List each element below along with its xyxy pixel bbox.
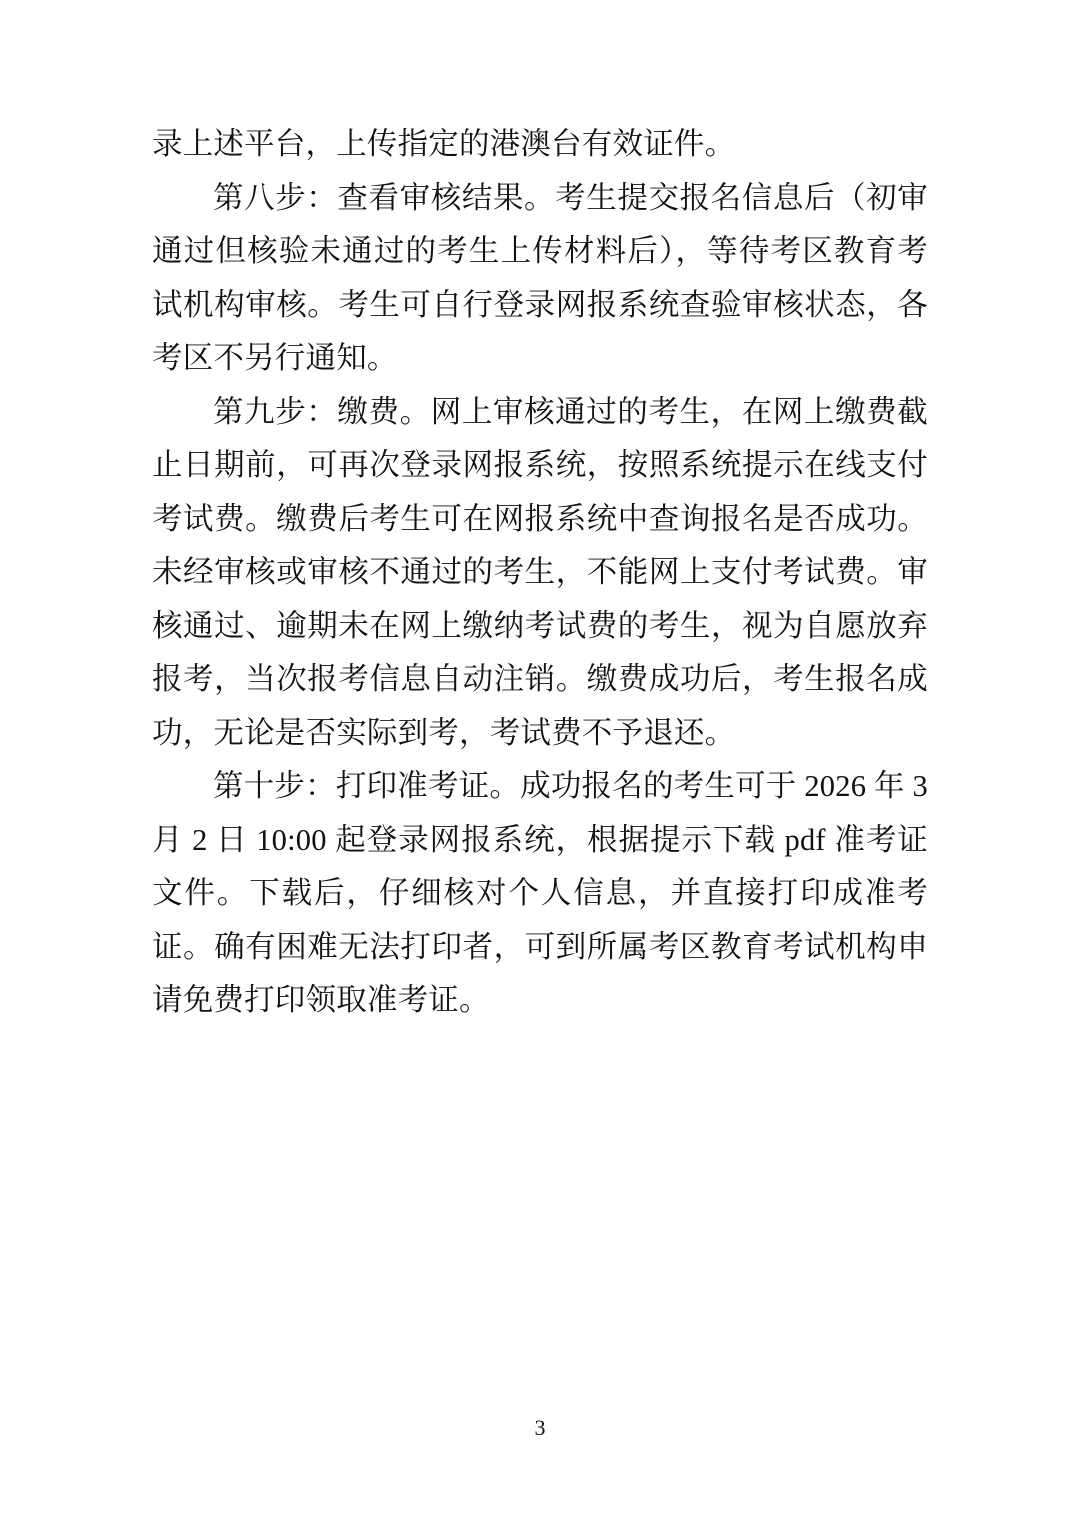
page-number: 3 <box>534 1415 546 1440</box>
paragraph-step-eight: 第八步：查看审核结果。考生提交报名信息后（初审通过但核验未通过的考生上传材料后），等待考区教育考试机构审核。考生可自行登录网报系统查验审核状态，各考区不另行通知。 <box>152 180 928 375</box>
paragraph-step-ten: 第十步：打印准考证。成功报名的考生可于 2026 年 3 月 2 日 10:00 起登录网报系统，根据提示下载 pdf 准考证文件。下载后，仔细核对个人信息，并直接打印成准考证。确有困难无法打印者，可到所属考区教育考试机构申请免费打印领取准考证。 <box>152 769 928 1017</box>
paragraph-continuation: 录上述平台，上传指定的港澳台有效证件。 <box>152 127 736 161</box>
paragraph-step-nine: 第九步：缴费。网上审核通过的考生，在网上缴费截止日期前，可再次登录网报系统，按照系统提示在线支付考试费。缴费后考生可在网报系统中查询报名是否成功。未经审核或审核不通过的考生，不能网上支付考试费。审核通过、逾期未在网上缴纳考试费的考生，视为自愿放弃报考，当次报考信息自动注销。缴费成功后，考生报名成功，无论是否实际到考，考试费不予退还。 <box>152 394 928 750</box>
document-body <box>152 118 928 1028</box>
